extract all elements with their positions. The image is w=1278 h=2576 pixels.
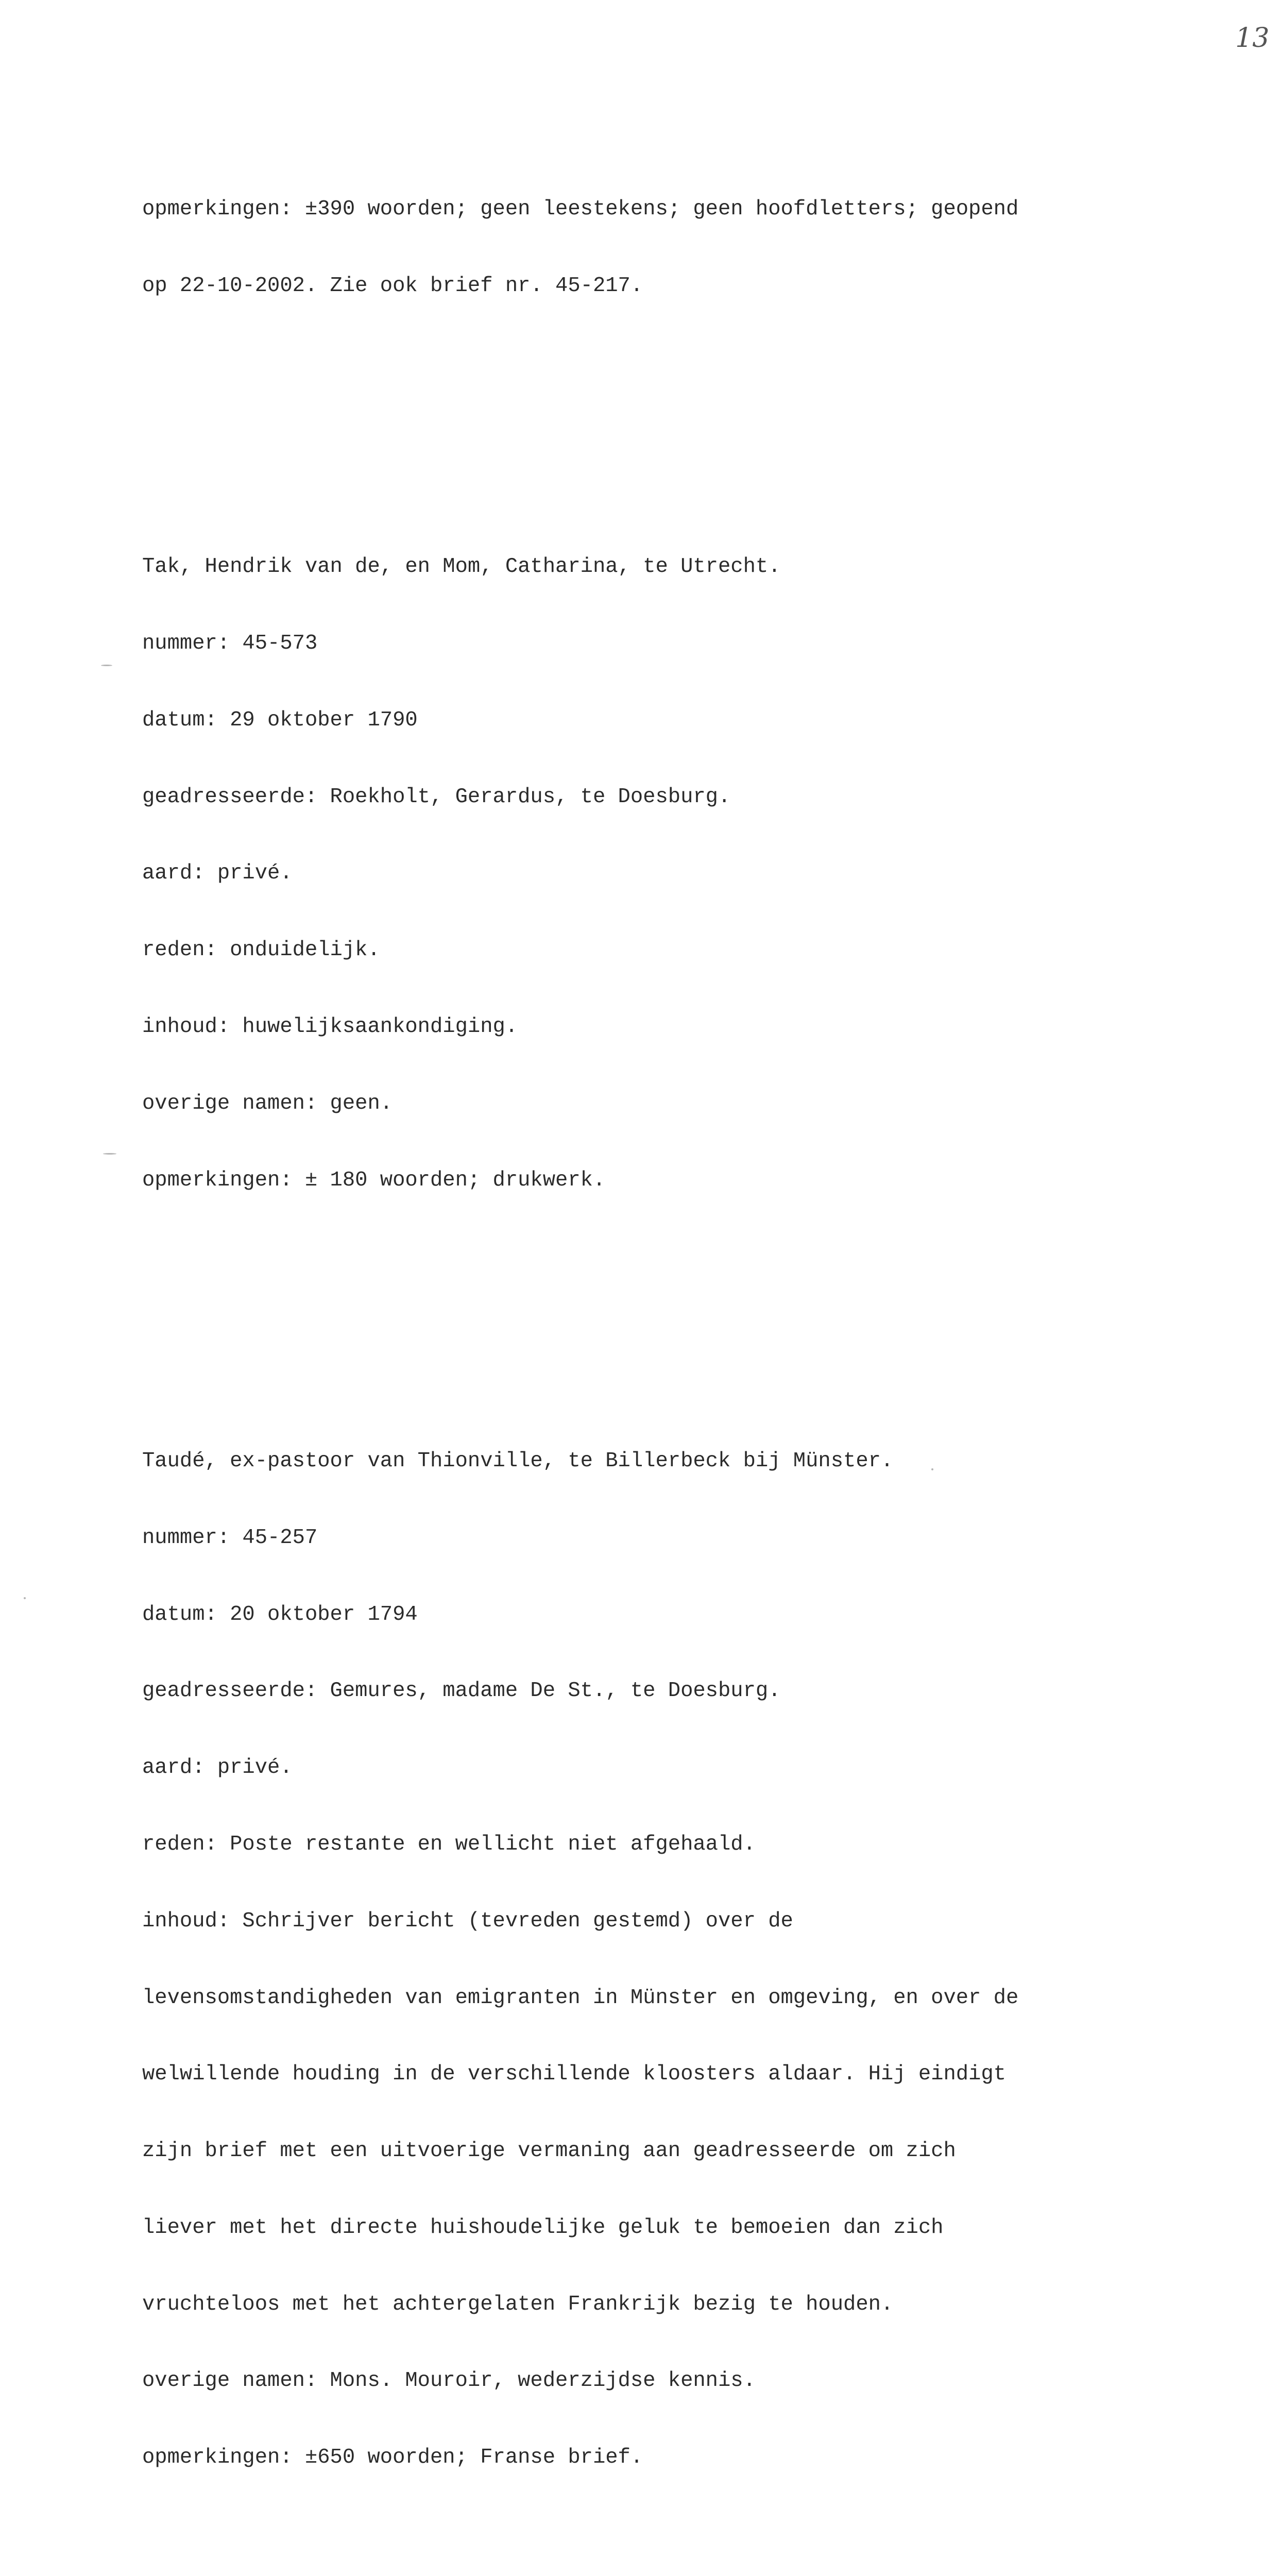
text-line: aard: privé. [142, 861, 293, 886]
text-line: overige namen: geen. [142, 1091, 393, 1115]
text-line: opmerkingen: ±650 woorden; Franse brief. [142, 2446, 643, 2470]
text-line: levensomstandigheden van emigranten in Münster en omgeving, en over de [142, 1986, 1019, 2010]
text-line: reden: Poste restante en wellicht niet afgehaald. [142, 1832, 756, 1856]
text-line: opmerkingen: ±390 woorden; geen leestekens; geen hoofdletters; geopend [142, 197, 1019, 221]
text-line: geadresseerde: Gemures, madame De St., te Doesburg. [142, 1679, 781, 1703]
text-line: opmerkingen: ± 180 woorden; drukwerk. [142, 1168, 606, 1192]
text-line: reden: onduidelijk. [142, 938, 380, 962]
text-line: zijn brief met een uitvoerige vermaning aan geadresseerde om zich [142, 2139, 956, 2163]
entry-heading: Taudé, ex-pastoor van Thionville, te Billerbeck bij Münster. [142, 1449, 894, 1473]
text-line: op 22-10-2002. Zie ook brief nr. 45-217. [142, 274, 643, 298]
scan-speck [101, 665, 112, 666]
document-body [142, 69, 1172, 2576]
text-line: aard: privé. [142, 1756, 293, 1780]
text-line: inhoud: huwelijksaankondiging. [142, 1014, 518, 1039]
text-line: nummer: 45-573 [142, 632, 318, 656]
scan-speck [103, 1153, 116, 1155]
text-line: datum: 29 oktober 1790 [142, 708, 418, 732]
scan-speck [931, 1468, 933, 1470]
text-line: geadresseerde: Roekholt, Gerardus, te Doesburg. [142, 785, 731, 809]
text-line: liever met het directe huishoudelijke geluk te bemoeien dan zich [142, 2215, 944, 2240]
text-line: vruchteloos met het achtergelaten Frankrijk bezig te houden. [142, 2292, 894, 2316]
entry-heading: Tak, Hendrik van de, en Mom, Catharina, te Utrecht. [142, 555, 781, 579]
text-line: inhoud: Schrijver bericht (tevreden gestemd) over de [142, 1909, 793, 1933]
intro-remarks [142, 146, 1172, 350]
text-line: overige namen: Mons. Mouroir, wederzijdse kennis. [142, 2369, 756, 2393]
letter-entry [142, 1398, 1172, 2522]
letter-entry [142, 503, 1172, 1244]
scan-speck [24, 1597, 26, 1599]
text-line: datum: 20 oktober 1794 [142, 1602, 418, 1626]
page-number: 13 [1235, 23, 1270, 54]
text-line: nummer: 45-257 [142, 1526, 318, 1550]
text-line: welwillende houding in de verschillende kloosters aldaar. Hij eindigt [142, 2062, 1006, 2087]
